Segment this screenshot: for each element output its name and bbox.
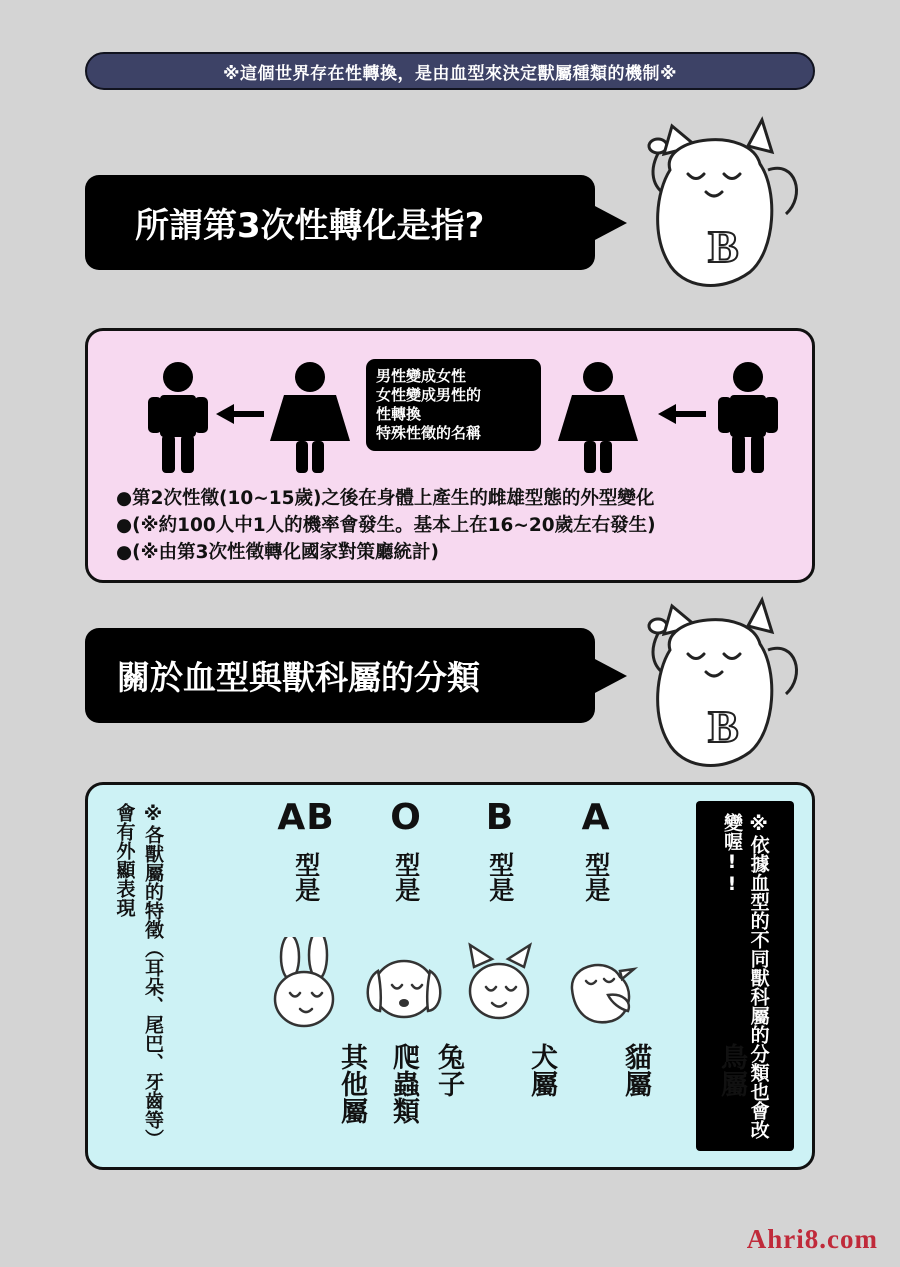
definition-line-4: 特殊性徵的名稱 — [376, 424, 482, 443]
type-label-o: O — [390, 797, 422, 838]
arrow-left-1 — [216, 404, 264, 424]
type-label-a: A — [581, 797, 611, 838]
cat-mascot-bottom — [600, 590, 830, 790]
definition-line-2: 女性變成男性的 — [376, 385, 482, 404]
headline-1-text: 所謂第3次性轉化是指? — [135, 206, 485, 246]
male-pictogram-left — [148, 362, 208, 473]
blood-type-panel — [85, 782, 815, 1170]
type-sub-o: 型是 — [391, 852, 421, 902]
headline-bubble-2 — [85, 628, 595, 723]
animal-name-cat: 貓屬 — [620, 1043, 651, 1097]
animal-name-other: 其他屬 — [336, 1043, 367, 1124]
cat-mascot-top — [600, 110, 830, 310]
bullet-item-1: ●第2次性徵(10~15歲)之後在身體上產生的雌雄型態的外型變化 — [116, 488, 655, 509]
animal-name-bird: 鳥屬 — [716, 1043, 747, 1097]
blood-note-text: ※依據血型的不同獸科屬的分類也會改變喔!! — [721, 813, 770, 1139]
third-sex-panel — [85, 328, 815, 583]
watermark: Ahri8.com — [746, 1224, 878, 1254]
type-sub-a: 型是 — [581, 852, 611, 902]
side-note-text: ※各獸屬的特徵（耳朵、尾巴、牙齒等）會有外顯表現 — [113, 803, 164, 1148]
cat-mascot-bottom-letter: B — [708, 701, 739, 752]
type-sub-ab: 型是 — [291, 852, 321, 902]
definition-line-3: 性轉換 — [376, 405, 422, 423]
type-label-b: B — [485, 797, 515, 838]
arrow-left-2 — [658, 404, 706, 424]
female-pictogram-left — [270, 362, 350, 473]
definition-note-box — [366, 359, 541, 451]
animal-name-rabbit: 兔子 — [433, 1043, 464, 1097]
bird-icon — [536, 937, 656, 1032]
female-pictogram-right — [558, 362, 638, 473]
type-label-ab: AB — [277, 797, 335, 838]
top-banner — [85, 52, 815, 90]
bullet-list — [116, 486, 798, 566]
bullet-item-2: ●(※約100人中1人的機率會發生。基本上在16~20歲左右發生) — [116, 514, 656, 536]
cat-mascot-bottom-icon — [600, 590, 830, 790]
blood-note-box — [696, 801, 794, 1151]
male-pictogram-right — [718, 362, 778, 473]
type-sub-b: 型是 — [485, 852, 515, 902]
cat-mascot-top-letter: B — [708, 221, 739, 272]
headline-bubble-1 — [85, 175, 595, 270]
animal-name-reptile: 爬蟲類 — [388, 1043, 419, 1124]
column-a — [536, 797, 656, 916]
bullet-item-3: ●(※由第3次性徵轉化國家對策廳統計) — [116, 541, 439, 563]
top-banner-text: ※這個世界存在性轉換，是由血型來決定獸屬種類的機制※ — [222, 63, 678, 84]
headline-2-text: 關於血型與獸科屬的分類 — [117, 658, 480, 697]
cat-mascot-top-icon — [600, 110, 830, 310]
definition-line-1: 男性變成女性 — [376, 366, 467, 385]
animal-name-dog: 犬屬 — [526, 1043, 557, 1097]
